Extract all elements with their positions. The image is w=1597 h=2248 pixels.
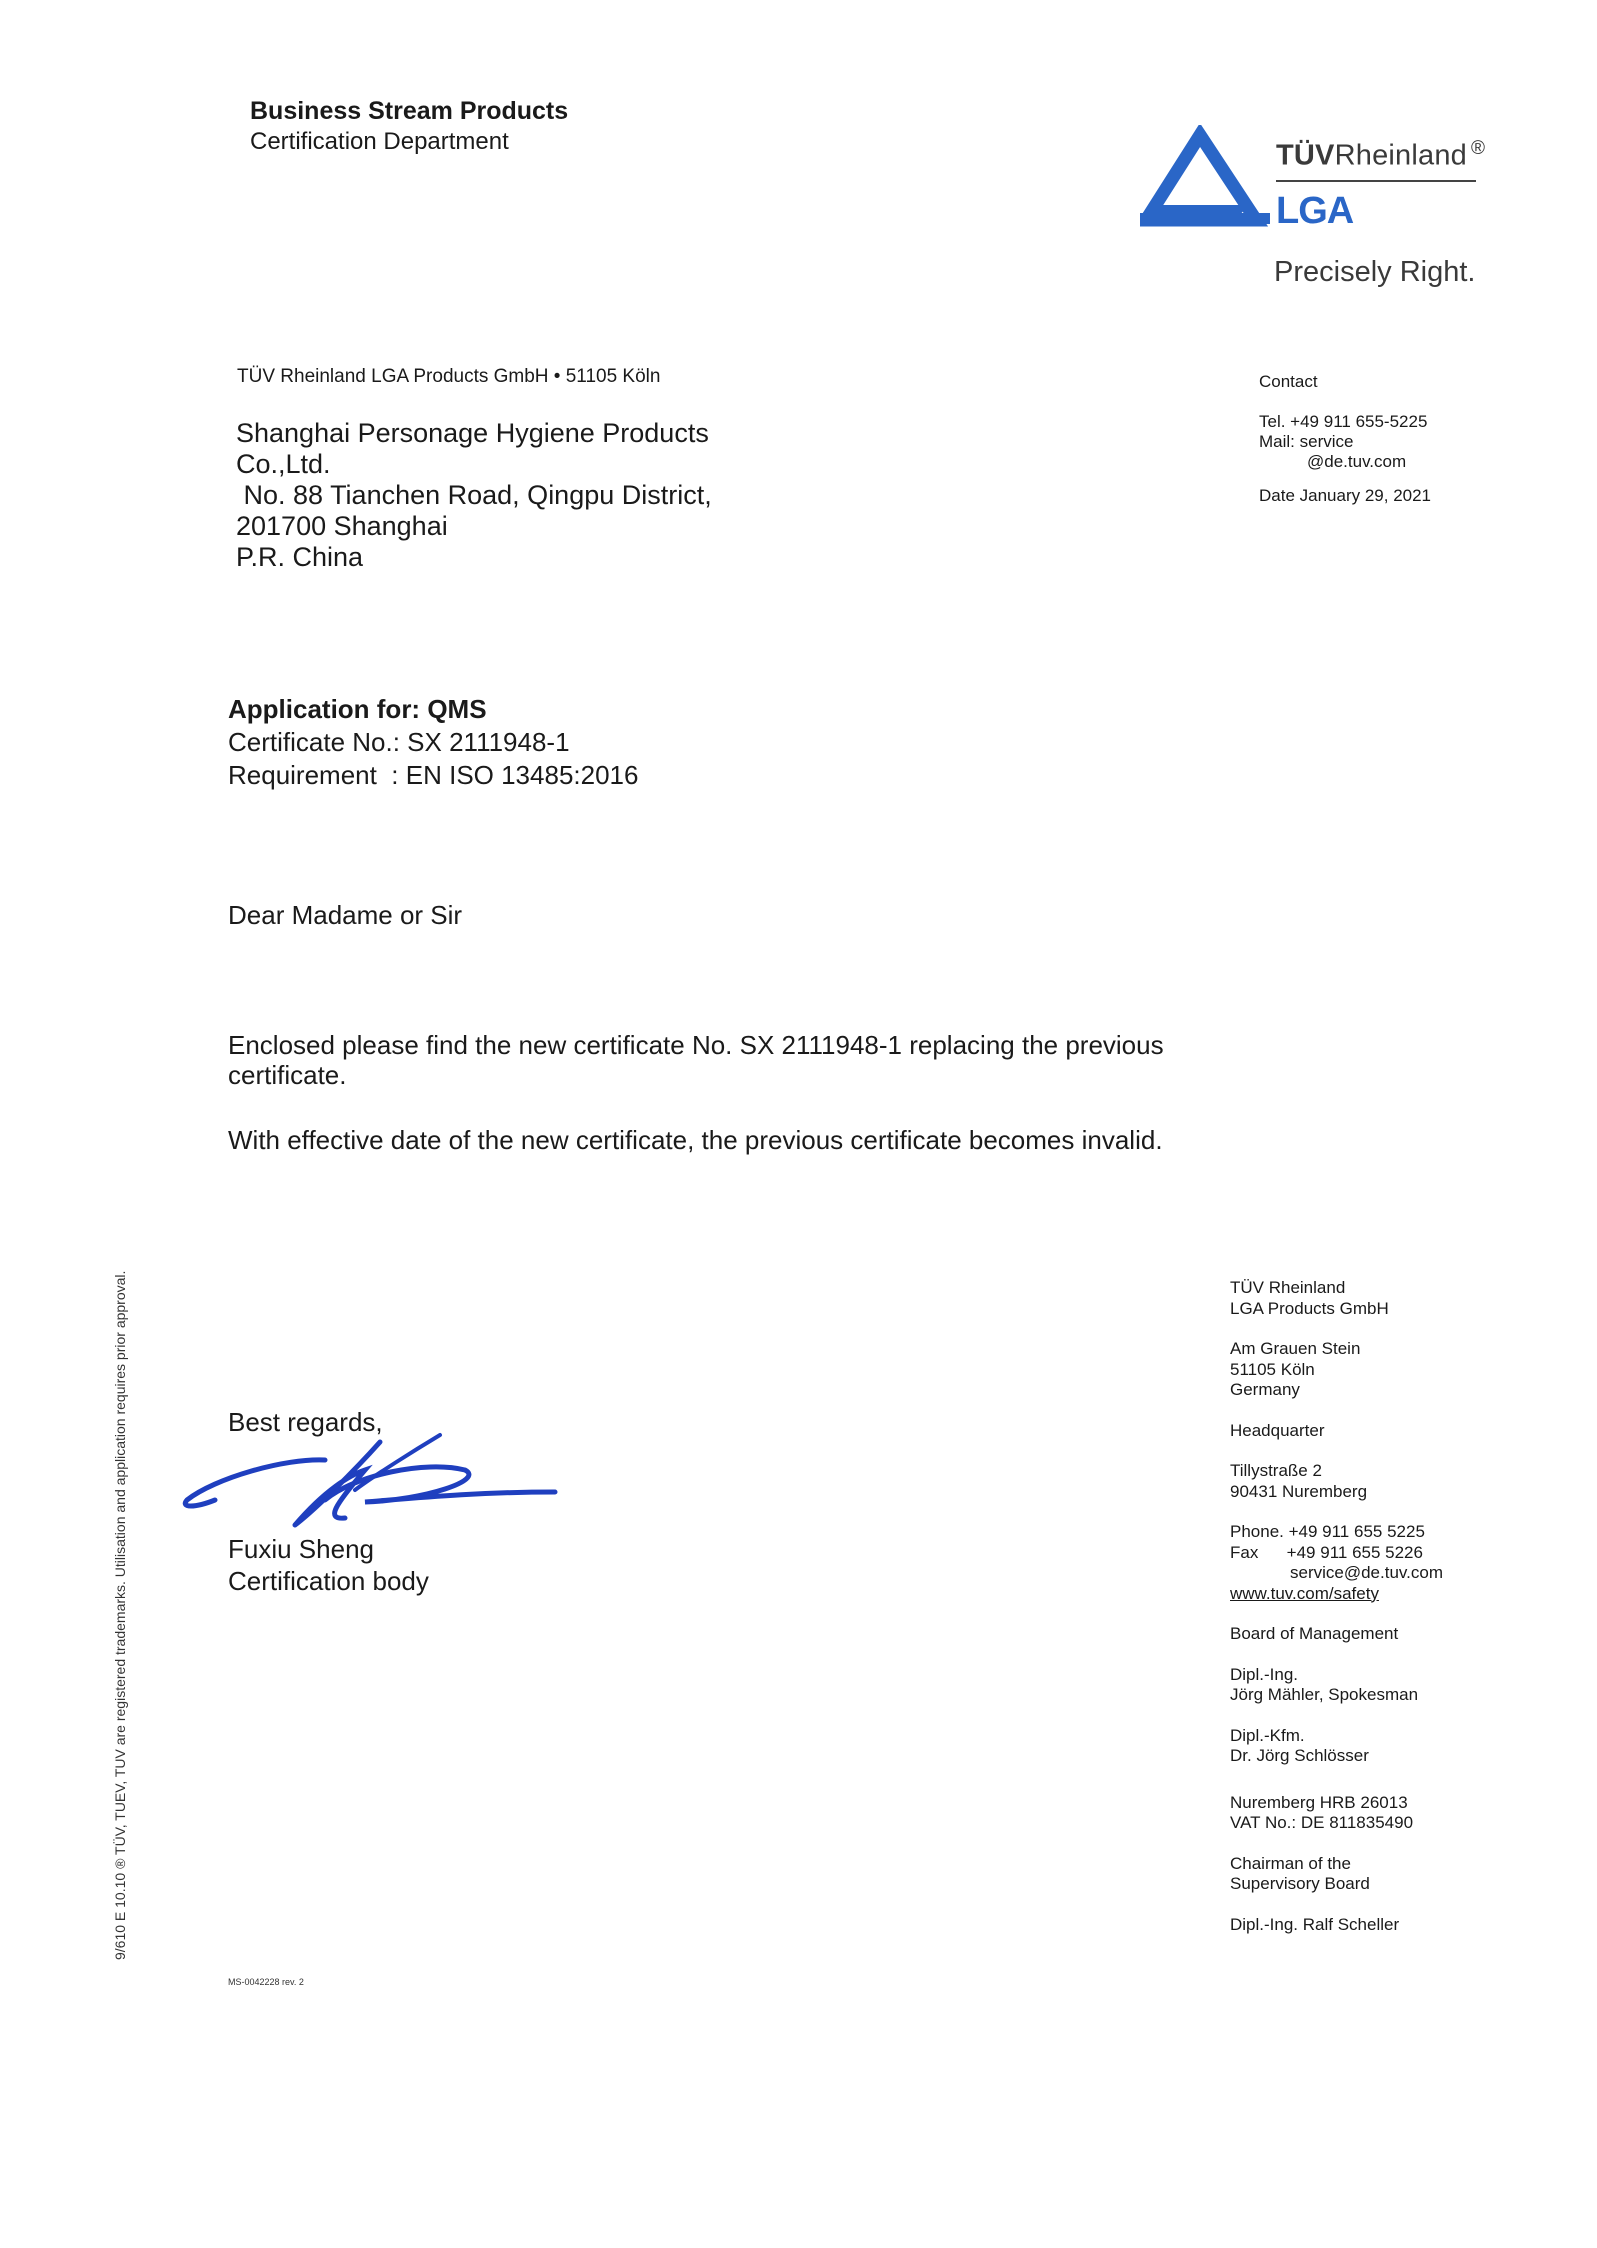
certificate-line: Certificate No.: SX 2111948-1 [228,727,570,757]
contact-heading: Contact [1259,372,1318,391]
brand-tagline: Precisely Right. [1274,256,1476,288]
lga-logo-text: LGA [1276,190,1354,232]
board-member-name: Dr. Jörg Schlösser [1230,1746,1369,1765]
contact-date: Date January 29, 2021 [1259,486,1432,505]
form-code: MS-0042228 rev. 2 [228,1977,304,1987]
registry-block [1230,1793,1550,1834]
application-line [228,693,638,726]
brand-name-bold: TÜV [1276,139,1335,172]
recipient-line: Co.,Ltd. [236,449,331,479]
registered-mark: ® [1471,138,1486,159]
headquarter-address-block [1230,1461,1550,1502]
closing: Best regards, [228,1407,383,1437]
chairman-block [1230,1854,1550,1895]
application-label: Application for: [228,694,428,724]
hq-address-line: 90431 Nuremberg [1230,1481,1368,1501]
company-name: TÜV Rheinland [1230,1278,1346,1297]
registry-number: Nuremberg HRB 26013 [1230,1792,1408,1812]
board-member-title: Dipl.-Kfm. [1230,1725,1305,1745]
trademark-side-note: 9/610 E 10.10 ® TÜV, TUEV, TUV are registered trademarks. Utilisation and application requires prior approval. [112,1270,128,1960]
board-label: Board of Management [1230,1624,1399,1643]
chairman-label-line2: Supervisory Board [1230,1874,1370,1893]
recipient-line: Shanghai Personage Hygiene Products [236,418,709,448]
department-subtitle: Certification Department [250,128,509,155]
phone-number: Phone. +49 911 655 5225 [1230,1522,1425,1541]
chairman-name: Dipl.-Ing. Ralf Scheller [1230,1914,1400,1934]
phone-fax-block [1230,1522,1550,1604]
company-address-block [1230,1339,1550,1401]
company-name-line2: LGA Products GmbH [1230,1298,1389,1318]
email-address[interactable]: service@de.tuv.com [1290,1563,1443,1582]
contact-mail-domain: @de.tuv.com [1307,452,1407,471]
fax-number: Fax +49 911 655 5226 [1230,1542,1423,1562]
board-member-name: Jörg Mähler, Spokesman [1230,1685,1419,1704]
handwritten-signature [175,1430,570,1550]
department-title: Business Stream Products [250,97,569,125]
brand-name [1276,138,1485,173]
recipient-line: No. 88 Tianchen Road, Qingpu District, [236,480,712,510]
sender-line: TÜV Rheinland LGA Products GmbH • 51105 Köln [237,366,661,387]
board-member-block [1230,1665,1550,1706]
chairman-label: Chairman of the [1230,1853,1351,1873]
subject-block [228,693,638,792]
application-value: QMS [427,694,487,724]
address-line: 51105 Köln [1230,1359,1315,1379]
contact-tel: Tel. +49 911 655-5225 [1259,412,1428,431]
brand-divider [1276,180,1476,182]
address-line: Germany [1230,1380,1300,1399]
headquarter-label: Headquarter [1230,1420,1325,1440]
address-line: Am Grauen Stein [1230,1339,1361,1358]
recipient-line: P.R. China [236,542,364,572]
company-info-sidebar [1230,1278,1550,1935]
body-paragraph: Enclosed please find the new certificate No. SX 2111948-1 replacing the previous certificate. [228,1030,1164,1090]
company-name-block [1230,1278,1550,1319]
salutation: Dear Madame or Sir [228,900,463,930]
recipient-line: 201700 Shanghai [236,511,448,541]
board-member-title: Dipl.-Ing. [1230,1664,1299,1684]
recipient-address [236,418,712,573]
hq-address-line: Tillystraße 2 [1230,1461,1322,1480]
contact-block [1259,372,1431,506]
signer-role: Certification body [228,1566,429,1596]
requirement-line: Requirement : EN ISO 13485:2016 [228,760,639,790]
vat-number: VAT No.: DE 811835490 [1230,1813,1414,1832]
signer-block [228,1533,429,1597]
board-member-block [1230,1726,1550,1767]
body-paragraph: With effective date of the new certificate, the previous certificate becomes invalid. [228,1125,1163,1155]
brand-name-rest: Rheinland [1334,139,1468,172]
website-link[interactable]: www.tuv.com/safety [1230,1583,1379,1603]
contact-mail: Mail: service [1259,432,1354,451]
signer-name: Fuxiu Sheng [228,1534,374,1564]
